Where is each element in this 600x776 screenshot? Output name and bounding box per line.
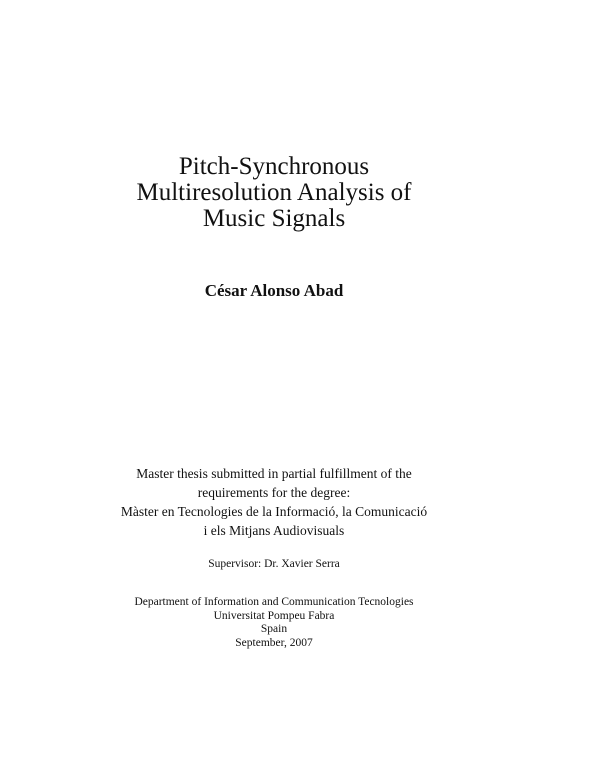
department-name: Department of Information and Communication Tecnologies bbox=[134, 596, 414, 608]
submission-date: September, 2007 bbox=[235, 636, 313, 649]
submission-statement bbox=[0, 464, 548, 540]
title-line-3: Music Signals bbox=[202, 205, 346, 232]
degree-name-line-1: Màster en Tecnologies de la Informació, la Comunicació bbox=[120, 504, 428, 519]
title-line-1: Pitch-Synchronous bbox=[178, 153, 370, 180]
supervisor-line: Supervisor: Dr. Xavier Serra bbox=[208, 558, 340, 570]
degree-name-line-2: i els Mitjans Audiovisuals bbox=[203, 523, 345, 538]
affiliation-block bbox=[0, 596, 548, 650]
submission-line-2: requirements for the degree: bbox=[197, 485, 351, 500]
university-name: Universitat Pompeu Fabra bbox=[213, 609, 335, 622]
submission-line-1: Master thesis submitted in partial fulfillment of the bbox=[136, 466, 412, 481]
title-line-2: Multiresolution Analysis of bbox=[136, 179, 412, 206]
thesis-title bbox=[0, 154, 548, 232]
author-name: César Alonso Abad bbox=[204, 281, 344, 300]
country-name: Spain bbox=[260, 623, 288, 635]
